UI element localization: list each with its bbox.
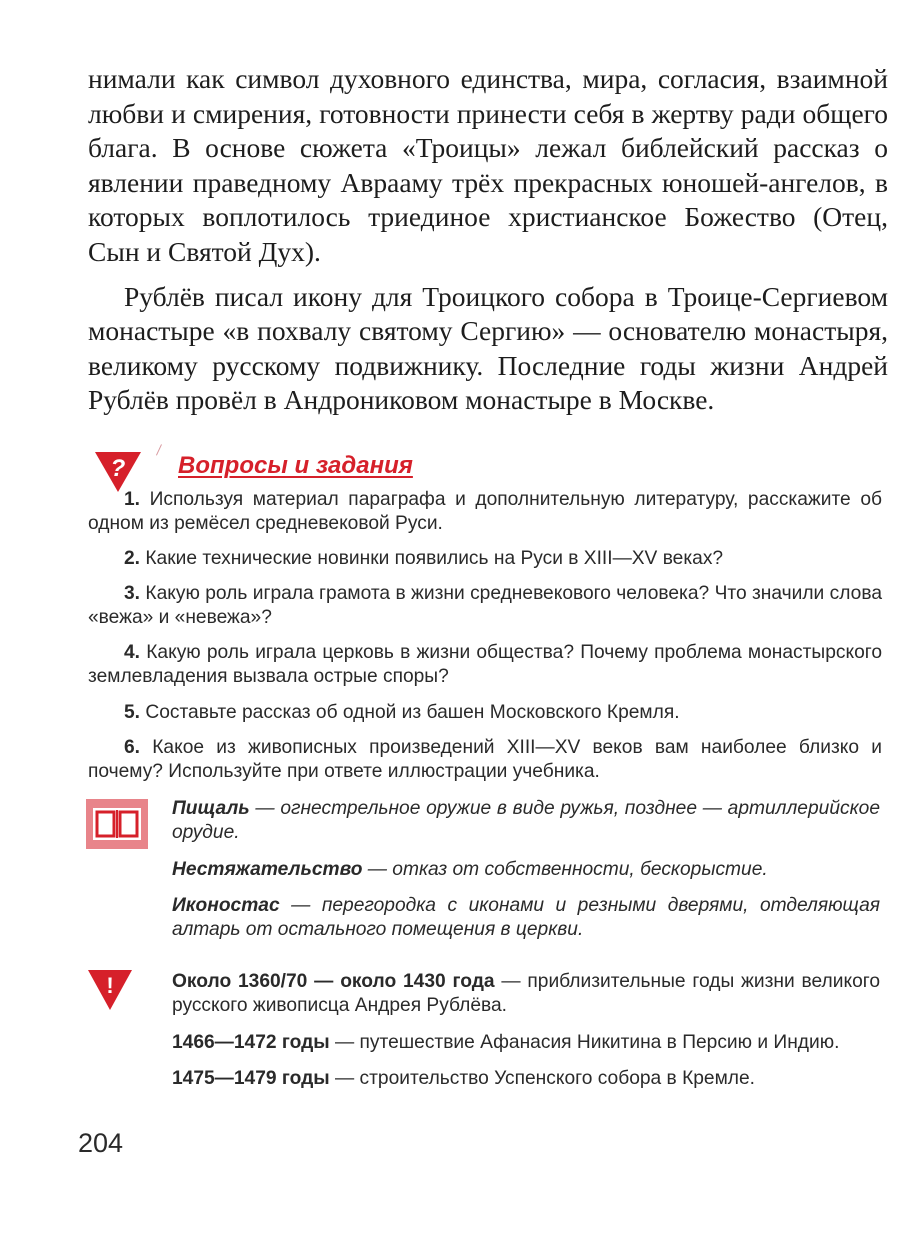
question-text: Какие технические новинки появились на Руси в XIII—XV веках? <box>145 548 724 570</box>
svg-text:!: ! <box>106 973 114 998</box>
question-item <box>88 736 882 784</box>
exclamation-icon <box>86 968 134 1012</box>
paragraph-1: нимали как символ духовного единства, мира, согласия, взаимной любви и смирения, готовности принести себя в жертву ради общего блага. В основе сюжета «Троицы» лежал библейский рассказ о явлении праведному Аврааму трёх прекрасных юношей-ангелов, в которых воплотилось триединое христианское Божество (Отец, Сын и Святой Дух). <box>88 63 888 267</box>
question-number: 5. <box>124 701 141 723</box>
question-number: 4. <box>124 642 141 664</box>
question-number: 1. <box>124 489 141 510</box>
question-item <box>88 641 882 689</box>
date-period: Около 1360/70 — около 1430 года <box>172 971 495 992</box>
glossary-entry <box>172 894 880 942</box>
svg-text:?: ? <box>110 455 126 482</box>
page-number: 204 <box>78 1128 124 1158</box>
date-period: 1475—1479 годы <box>172 1068 330 1090</box>
date-entry <box>172 970 880 1018</box>
glossary-entry <box>172 858 880 882</box>
key-dates <box>172 970 880 1104</box>
date-period: 1466—1472 годы <box>172 1031 330 1053</box>
question-item <box>88 547 882 571</box>
question-text: Используя материал параграфа и дополнительную литературу, расскажите об одном из ремёсел средневековой Руси. <box>88 489 882 534</box>
glossary-definition: — отказ от собственности, бескорыстие. <box>362 858 768 880</box>
question-text: Какую роль играла церковь в жизни общества? Почему проблема монастырского землевладения вызвала острые споры? <box>88 642 883 688</box>
glossary-definition: — перегородка с иконами и резными дверями, отделяющая алтарь от остального помещения в церкви. <box>172 895 880 941</box>
date-entry <box>172 1067 880 1091</box>
questions-title: Вопросы и задания <box>178 452 413 479</box>
glossary-entry <box>172 797 880 845</box>
question-item <box>88 582 882 630</box>
question-text: Составьте рассказ об одной из башен Московского Кремля. <box>145 701 680 723</box>
glossary-term: Нестяжательство <box>172 858 363 880</box>
date-event: — строительство Успенского собора в Кремле. <box>329 1068 755 1090</box>
question-text: Какую роль играла грамота в жизни средневекового человека? Что значили слова «вежа» и «невежа»? <box>88 583 882 629</box>
date-event: — путешествие Афанасия Никитина в Персию и Индию. <box>329 1031 840 1053</box>
question-number: 2. <box>124 548 141 570</box>
decorative-tick <box>156 444 171 460</box>
question-number: 6. <box>124 736 141 758</box>
date-entry <box>172 1031 880 1055</box>
glossary-term: Иконостас <box>172 895 280 917</box>
date-event: — приблизительные годы жизни великого русского живописца Андрея Рублёва. <box>172 971 880 1016</box>
glossary-definition: — огнестрельное оружие в виде ружья, позднее — артиллерийское орудие. <box>172 798 880 843</box>
question-text: Какое из живописных произведений XIII—XV веков вам наиболее близко и почему? Используйте при ответе иллюстрации учебника. <box>88 736 882 782</box>
glossary-term: Пищаль <box>172 798 250 819</box>
book-icon <box>86 799 148 849</box>
question-item <box>88 488 882 536</box>
paragraph-2: Рублёв писал икону для Троицкого собора в Троице-Сергиевом монастыре «в похвалу святому Сергию» — основателю монастыря, великому русскому подвижнику. Последние годы жизни Андрей Рублёв провёл в Андрониковом монастыре в Москве. <box>88 280 888 416</box>
main-text <box>88 62 888 418</box>
question-item <box>88 701 882 725</box>
questions-list <box>88 488 882 795</box>
question-number: 3. <box>124 583 141 605</box>
glossary <box>172 797 880 955</box>
